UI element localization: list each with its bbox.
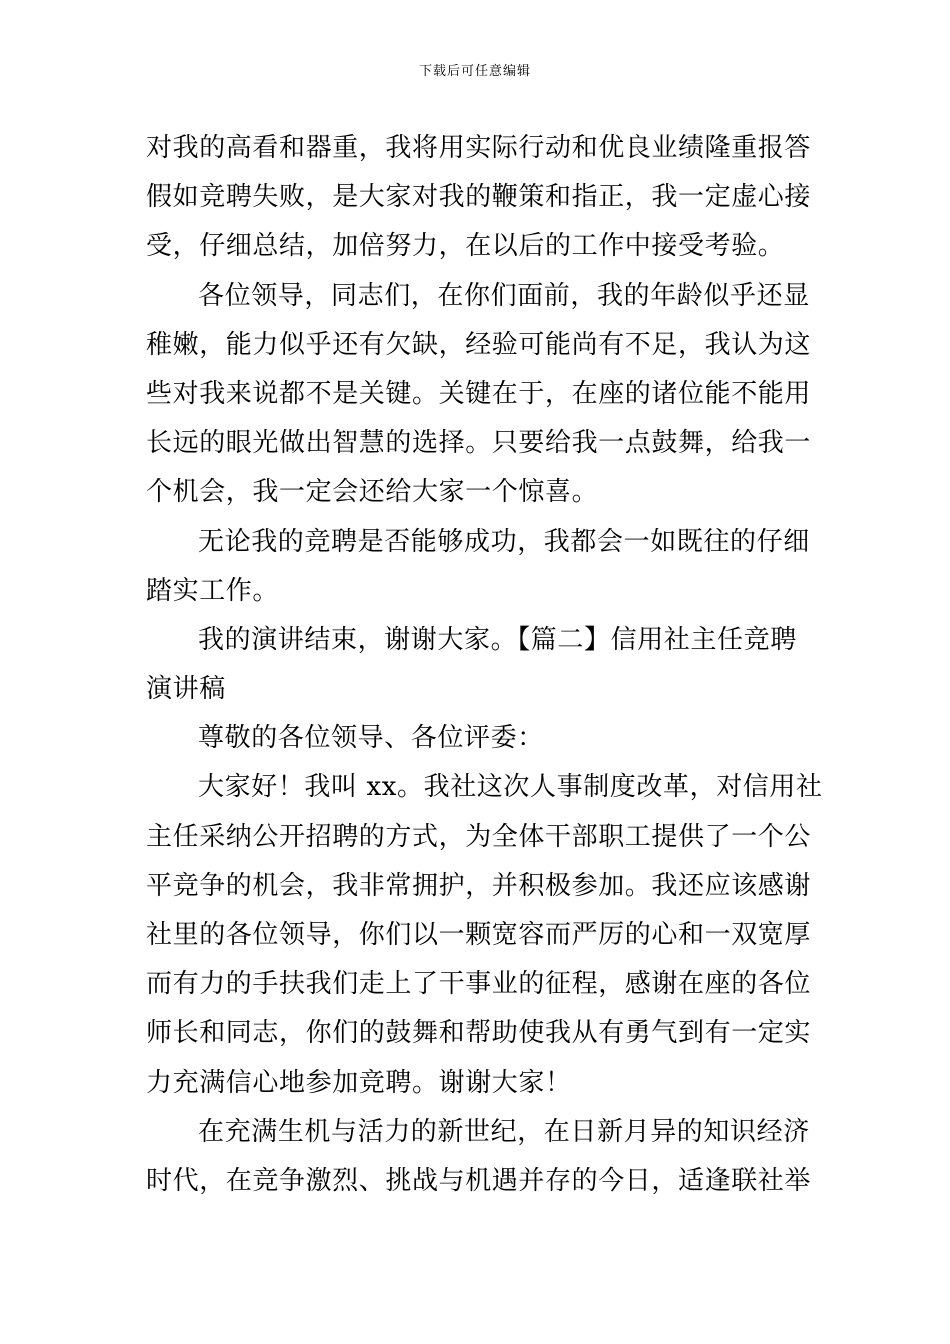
text-line: 假如竞聘失败，是大家对我的鞭策和指正，我一定虚心接: [146, 182, 812, 213]
text-line: 平竞争的机会，我非常拥护，并积极参加。我还应该感谢: [146, 870, 812, 901]
text-line: 各位领导，同志们，在你们面前，我的年龄似乎还显: [198, 280, 810, 311]
text-line: 力充满信心地参加竞聘。谢谢大家！: [146, 1067, 572, 1098]
page-header: 下载后可任意编辑: [418, 64, 531, 79]
text-line: 受，仔细总结，加倍努力，在以后的工作中接受考验。: [146, 231, 785, 262]
text-line: 主任采纳公开招聘的方式，为全体干部职工提供了一个公: [146, 821, 812, 852]
text-line: 些对我来说都不是关键。关键在于，在座的诸位能不能用: [146, 378, 812, 409]
text-line: 大家好！我叫 xx。我社这次人事制度改革，对信用社: [198, 772, 823, 803]
text-line: 社里的各位领导，你们以一颗宽容而严厉的心和一双宽厚: [146, 920, 812, 950]
text-line: 时代，在竞争激烈、挑战与机遇并存的今日，适逢联社举: [146, 1165, 812, 1196]
text-line: 踏实工作。: [146, 575, 280, 606]
document-body: [146, 124, 823, 1206]
text-line: 师长和同志，你们的鼓舞和帮助使我从有勇气到有一定实: [146, 1018, 812, 1049]
text-line: 我的演讲结束，谢谢大家。【篇二】信用社主任竞聘: [198, 624, 797, 655]
text-line: 长远的眼光做出智慧的选择。只要给我一点鼓舞，给我一: [146, 428, 812, 459]
text-line: 在充满生机与活力的新世纪，在日新月异的知识经济: [198, 1116, 810, 1147]
text-line: 对我的高看和器重，我将用实际行动和优良业绩隆重报答: [146, 133, 812, 163]
text-line: 而有力的手扶我们走上了干事业的征程，感谢在座的各位: [146, 969, 812, 1000]
text-line: 个机会，我一定会还给大家一个惊喜。: [146, 477, 599, 508]
text-line: 无论我的竞聘是否能够成功，我都会一如既往的仔细: [198, 526, 810, 557]
text-line: 稚嫩，能力似乎还有欠缺，经验可能尚有不足，我认为这: [146, 329, 812, 360]
text-line: 尊敬的各位领导、各位评委：: [198, 723, 544, 754]
text-line: 演讲稿: [146, 674, 226, 705]
